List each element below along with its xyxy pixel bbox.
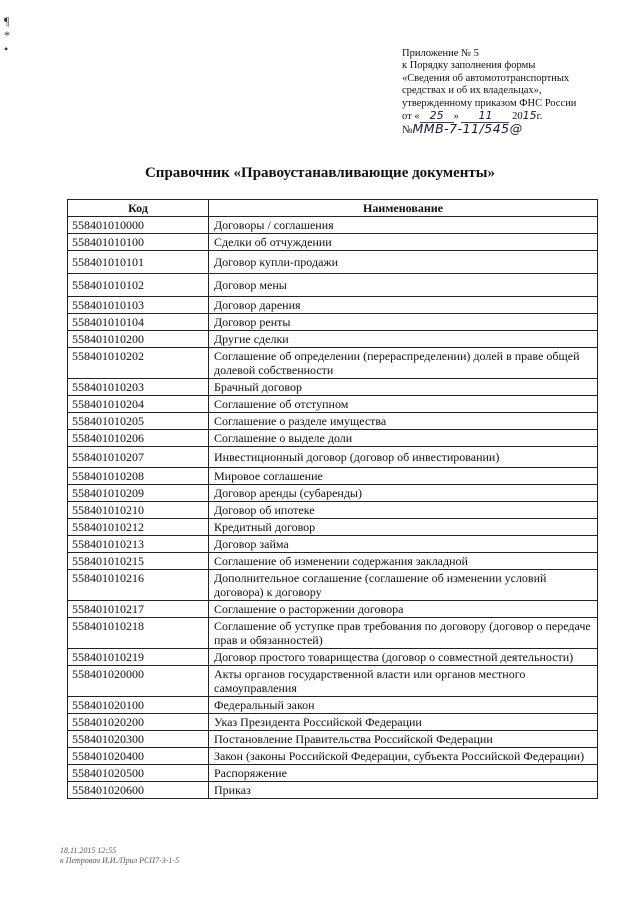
code-cell: 558401010204 [68, 396, 209, 413]
table-row [68, 666, 598, 697]
code-cell: 558401010207 [68, 447, 209, 468]
code-cell: 558401010208 [68, 468, 209, 485]
code-cell: 558401020300 [68, 731, 209, 748]
name-cell: Распоряжение [209, 765, 598, 782]
code-cell: 558401020600 [68, 782, 209, 799]
table-row [68, 413, 598, 430]
appendix-line: «Сведения об автомототранспортных [402, 72, 570, 84]
code-cell: 558401010218 [68, 618, 209, 649]
margin-marks [4, 14, 10, 56]
name-cell: Договор об ипотеке [209, 502, 598, 519]
code-cell: 558401020200 [68, 714, 209, 731]
table-row [68, 553, 598, 570]
code-cell: 558401020000 [68, 666, 209, 697]
table-row [68, 502, 598, 519]
name-cell: Дополнительное соглашение (соглашение об изменении условий договора) к договору [209, 570, 598, 601]
date-mid: » [453, 111, 459, 123]
name-cell: Соглашение об определении (перераспределении) долей в праве общей долевой собственности [209, 348, 598, 379]
code-cell: 558401010104 [68, 314, 209, 331]
code-cell: 558401010212 [68, 519, 209, 536]
name-cell: Мировое соглашение [209, 468, 598, 485]
name-cell: Закон (законы Российской Федерации, субъекта Российской Федерации) [209, 748, 598, 765]
code-cell: 558401010102 [68, 274, 209, 297]
name-cell: Соглашение о разделе имущества [209, 413, 598, 430]
name-cell: Соглашение об уступке прав требования по договору (договор о передаче прав и обязанностей) [209, 618, 598, 649]
table-row [68, 570, 598, 601]
code-cell: 558401010200 [68, 331, 209, 348]
name-cell: Инвестиционный договор (договор об инвестировании) [209, 447, 598, 468]
appendix-line: к Порядку заполнения формы [402, 60, 536, 72]
code-cell: 558401020400 [68, 748, 209, 765]
reference-table [67, 199, 598, 799]
name-cell: Соглашение об отступном [209, 396, 598, 413]
name-cell: Приказ [209, 782, 598, 799]
code-cell: 558401010000 [68, 217, 209, 234]
code-cell: 558401010219 [68, 649, 209, 666]
date-day: 25 [420, 110, 454, 123]
name-cell: Соглашение о расторжении договора [209, 601, 598, 618]
code-cell: 558401010205 [68, 413, 209, 430]
table-row [68, 536, 598, 553]
footer-line: к Петрович И.И./Прил РСП7-3-1-5 [60, 856, 180, 865]
name-cell: Соглашение об изменении содержания закладной [209, 553, 598, 570]
table-row [68, 430, 598, 447]
table-row [68, 331, 598, 348]
table-row [68, 447, 598, 468]
table-row [68, 348, 598, 379]
table-row [68, 697, 598, 714]
name-cell: Соглашение о выделе доли [209, 430, 598, 447]
code-cell: 558401010206 [68, 430, 209, 447]
code-cell: 558401010209 [68, 485, 209, 502]
table-row [68, 485, 598, 502]
page-title: Справочник «Правоустанавливающие документы» [144, 165, 496, 181]
table-row [68, 234, 598, 251]
margin-mark: * [4, 28, 10, 42]
table-row [68, 379, 598, 396]
table-row [68, 468, 598, 485]
table-row [68, 731, 598, 748]
table-row [68, 765, 598, 782]
date-year-prefix: 20 [512, 111, 523, 123]
date-prefix: от « [402, 111, 420, 123]
appendix-header [402, 48, 632, 137]
name-cell: Договор купли-продажи [209, 251, 598, 274]
date-suffix: г. [536, 111, 543, 123]
name-cell: Договор аренды (субаренды) [209, 485, 598, 502]
code-cell: 558401010210 [68, 502, 209, 519]
table-row [68, 748, 598, 765]
name-cell: Договор мены [209, 274, 598, 297]
name-cell: Акты органов государственной власти или органов местного самоуправления [209, 666, 598, 697]
code-cell: 558401010203 [68, 379, 209, 396]
name-cell: Договор ренты [209, 314, 598, 331]
table-row [68, 251, 598, 274]
code-cell: 558401020100 [68, 697, 209, 714]
date-year: 15 [522, 109, 537, 123]
table-row [68, 297, 598, 314]
table-row [68, 314, 598, 331]
name-cell: Договоры / соглашения [209, 217, 598, 234]
code-cell: 558401010100 [68, 234, 209, 251]
code-cell: 558401010217 [68, 601, 209, 618]
footer-line: 18.11.2015 12:55 [60, 846, 117, 855]
table-row [68, 519, 598, 536]
table-row [68, 274, 598, 297]
name-cell: Постановление Правительства Российской Федерации [209, 731, 598, 748]
table-row [68, 714, 598, 731]
footer-stamp [60, 846, 179, 866]
appendix-line: утвержденному приказом ФНС России [402, 97, 577, 109]
name-cell: Указ Президента Российской Федерации [209, 714, 598, 731]
date-month: 11 [461, 110, 509, 123]
code-cell: 558401010103 [68, 297, 209, 314]
number-prefix: № [402, 124, 413, 137]
table-row [68, 649, 598, 666]
code-cell: 558401010216 [68, 570, 209, 601]
code-cell: 558401010101 [68, 251, 209, 274]
code-cell: 558401010215 [68, 553, 209, 570]
margin-mark: ¶ [4, 14, 10, 28]
name-cell: Сделки об отчуждении [209, 234, 598, 251]
name-cell: Договор простого товарищества (договор о совместной деятельности) [209, 649, 598, 666]
table-row [68, 618, 598, 649]
order-number: ММВ-7-11/545@ [412, 121, 523, 137]
table-row [68, 782, 598, 799]
appendix-number [402, 123, 632, 136]
appendix-line: средствах и об их владельцах», [402, 85, 542, 97]
margin-mark: • [4, 42, 9, 56]
table-body [68, 217, 598, 799]
table-row [68, 396, 598, 413]
code-cell: 558401010202 [68, 348, 209, 379]
table-row [68, 601, 598, 618]
appendix-line: Приложение № 5 [402, 48, 479, 59]
name-cell: Другие сделки [209, 331, 598, 348]
name-cell: Кредитный договор [209, 519, 598, 536]
code-cell: 558401010213 [68, 536, 209, 553]
column-header-name: Наименование [209, 200, 598, 217]
table-header-row [68, 200, 598, 217]
name-cell: Договор дарения [209, 297, 598, 314]
column-header-code: Код [68, 200, 209, 217]
name-cell: Федеральный закон [209, 697, 598, 714]
code-cell: 558401020500 [68, 765, 209, 782]
name-cell: Брачный договор [209, 379, 598, 396]
name-cell: Договор займа [209, 536, 598, 553]
table-row [68, 217, 598, 234]
